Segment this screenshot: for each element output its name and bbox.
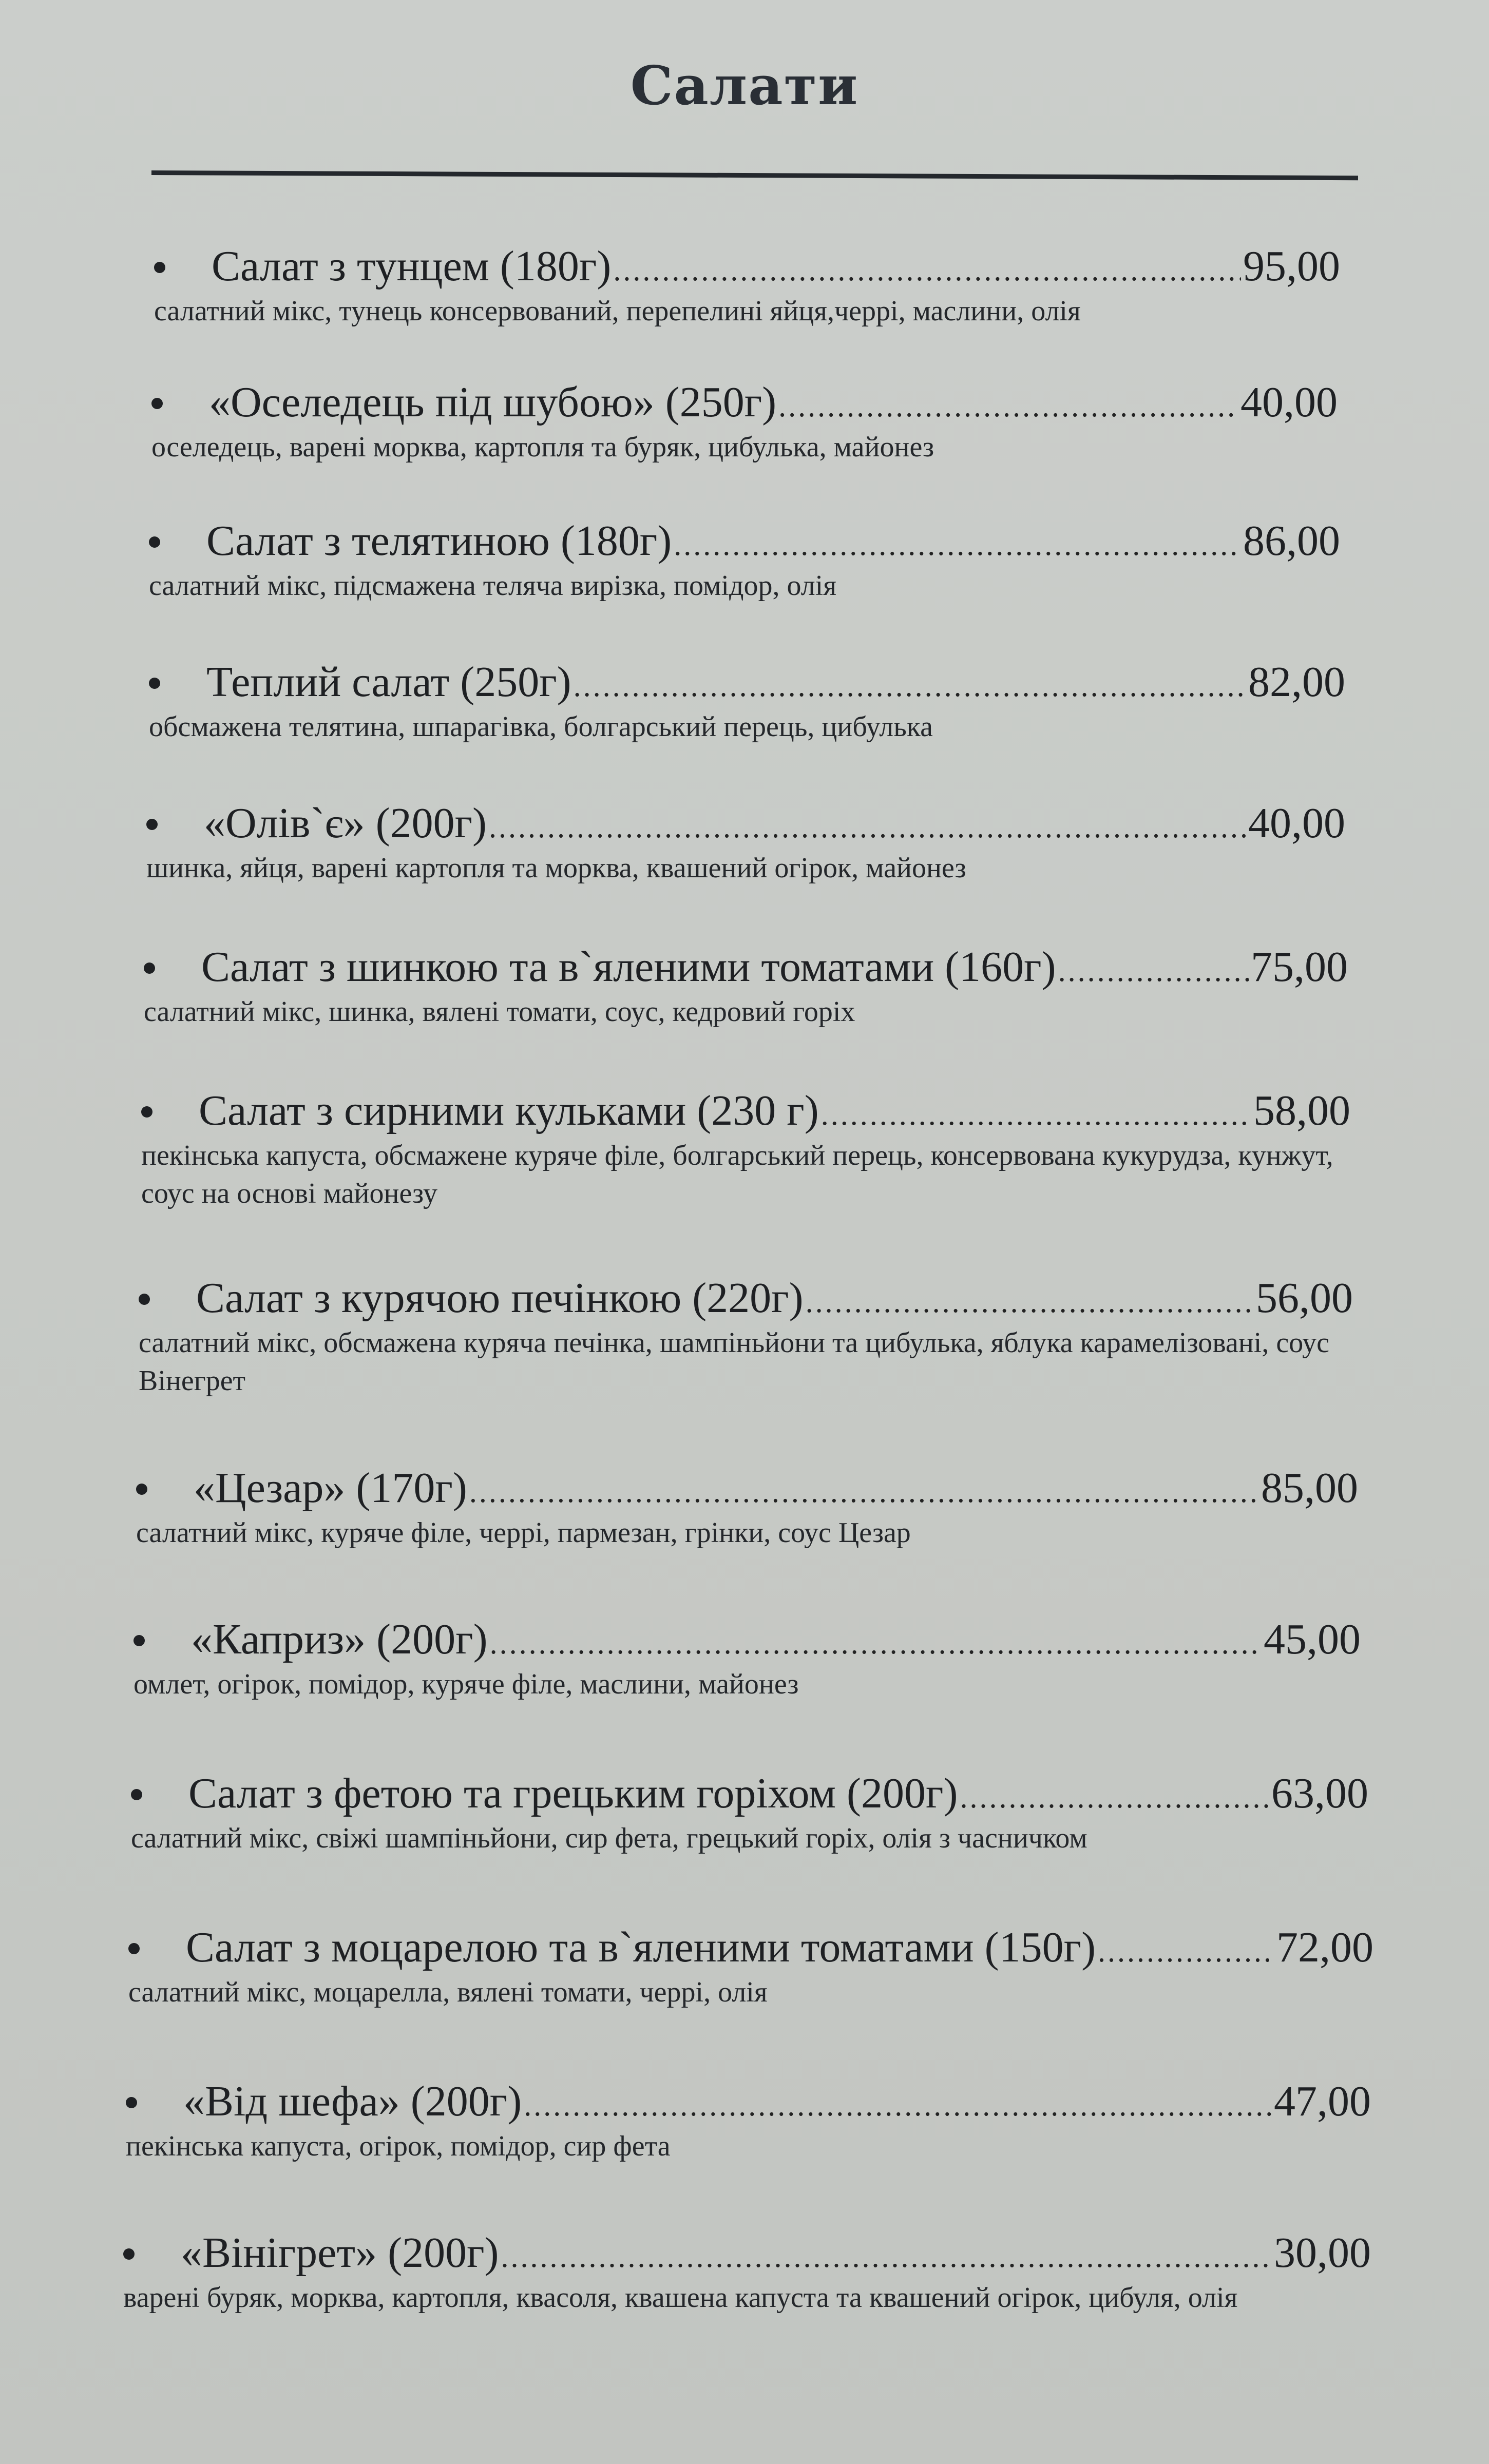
item-name: Салат з сирними кульками (230 г)	[199, 1087, 819, 1134]
bullet-icon	[131, 1789, 142, 1800]
bullet-icon	[144, 962, 155, 974]
item-description: варені буряк, морква, картопля, квасоля, квашена капуста та квашений огірок, цибуля, олія	[123, 2282, 1238, 2314]
leader-dots	[524, 2088, 1272, 2123]
item-price: 85,00	[1261, 1464, 1358, 1512]
item-price: 63,00	[1271, 1769, 1368, 1817]
menu-item	[144, 942, 1348, 1031]
item-price: 47,00	[1274, 2077, 1371, 2125]
item-description: пекінська капуста, обсмажене куряче філе, болгарський перець, консервована кукурудза, кунжут, соус на основі майонезу	[141, 1140, 1333, 1209]
bullet-icon	[141, 1106, 152, 1118]
leader-dots	[1098, 1934, 1274, 1969]
menu-item	[149, 657, 1345, 746]
item-name: «Оселедець під шубою» (250г)	[209, 378, 777, 426]
item-description: салатний мікс, куряче філе, черрі, пармезан, грінки, соус Цезар	[136, 1517, 911, 1549]
leader-dots	[821, 1097, 1251, 1132]
item-name: Салат з шинкою та в`яленими томатами (160г)	[201, 943, 1056, 991]
bullet-icon	[151, 398, 163, 409]
item-description: шинка, яйця, варені картопля та морква, квашений огірок, майонез	[146, 852, 966, 884]
item-description: салатний мікс, обсмажена куряча печінка, шампіньйони та цибулька, яблука карамелізовані, соус Вінегрет	[139, 1327, 1329, 1397]
leader-dots	[574, 668, 1246, 704]
menu-item	[154, 241, 1340, 330]
menu-item	[136, 1463, 1358, 1552]
menu-item	[141, 1086, 1350, 1212]
item-price: 95,00	[1243, 242, 1340, 290]
item-price: 72,00	[1276, 1923, 1373, 1971]
bullet-icon	[136, 1484, 147, 1495]
bullet-icon	[149, 678, 160, 689]
bullet-icon	[133, 1635, 145, 1646]
leader-dots	[1058, 953, 1249, 989]
bullet-icon	[149, 536, 160, 548]
item-name: «Каприз» (200г)	[191, 1615, 488, 1663]
leader-dots	[490, 1626, 1262, 1661]
bullet-icon	[128, 1943, 140, 1954]
bullet-icon	[146, 819, 158, 830]
item-description: салатний мікс, тунець консервований, перепелині яйця,черрі, маслини, олія	[154, 295, 1081, 327]
item-description: салатний мікс, шинка, вялені томати, соус, кедровий горіх	[144, 996, 855, 1028]
leader-dots	[806, 1284, 1254, 1320]
item-name: «Цезар» (170г)	[194, 1464, 467, 1512]
bullet-icon	[126, 2097, 137, 2108]
item-price: 75,00	[1251, 943, 1348, 991]
item-name: Теплий салат (250г)	[206, 658, 571, 706]
menu-item	[146, 798, 1345, 887]
leader-dots	[778, 389, 1238, 424]
item-name: «Олів`є» (200г)	[204, 799, 487, 847]
menu-item	[139, 1273, 1353, 1400]
bullet-icon	[123, 2248, 135, 2260]
item-price: 30,00	[1274, 2229, 1371, 2277]
item-price: 45,00	[1264, 1615, 1361, 1663]
item-name: Салат з курячою печінкою (220г)	[196, 1274, 804, 1322]
menu-item	[133, 1614, 1361, 1703]
page-title: Салати	[630, 54, 859, 117]
leader-dots	[489, 810, 1246, 845]
item-description: салатний мікс, підсмажена теляча вирізка, помідор, олія	[149, 570, 836, 602]
item-name: «Вінігрет» (200г)	[181, 2229, 499, 2277]
bullet-icon	[154, 262, 165, 273]
menu-item	[128, 1922, 1373, 2011]
item-description: омлет, огірок, помідор, куряче філе, маслини, майонез	[133, 1668, 799, 1700]
item-price: 58,00	[1253, 1087, 1350, 1134]
item-name: Салат з фетою та грецьким горіхом (200г)	[188, 1769, 958, 1817]
item-price: 86,00	[1243, 517, 1340, 565]
item-name: Салат з телятиною (180г)	[206, 517, 672, 565]
menu-item	[149, 516, 1340, 605]
item-name: «Від шефа» (200г)	[183, 2077, 522, 2125]
item-price: 40,00	[1248, 799, 1345, 847]
item-description: оселедець, варені морква, картопля та буряк, цибулька, майонез	[151, 431, 934, 463]
menu-item	[151, 377, 1338, 466]
item-description: пекінська капуста, огірок, помідор, сир фета	[126, 2130, 671, 2162]
leader-dots	[501, 2239, 1272, 2275]
item-name: Салат з моцарелою та в`яленими томатами (150г)	[186, 1923, 1096, 1971]
item-price: 40,00	[1240, 378, 1338, 426]
item-price: 82,00	[1248, 658, 1345, 706]
menu-item	[126, 2076, 1371, 2165]
leader-dots	[674, 527, 1241, 563]
item-price: 56,00	[1256, 1274, 1353, 1322]
item-name: Салат з тунцем (180г)	[212, 242, 612, 290]
item-description: салатний мікс, моцарелла, вялені томати, черрі, олія	[128, 1976, 768, 2008]
leader-dots	[613, 253, 1241, 288]
leader-dots	[469, 1474, 1259, 1510]
leader-dots	[960, 1780, 1269, 1815]
item-description: обсмажена телятина, шпарагівка, болгарський перець, цибулька	[149, 711, 933, 743]
menu-item	[123, 2228, 1371, 2317]
bullet-icon	[139, 1294, 150, 1305]
item-description: салатний мікс, свіжі шампіньйони, сир фета, грецький горіх, олія з часничком	[131, 1822, 1087, 1854]
menu-item	[131, 1768, 1368, 1857]
